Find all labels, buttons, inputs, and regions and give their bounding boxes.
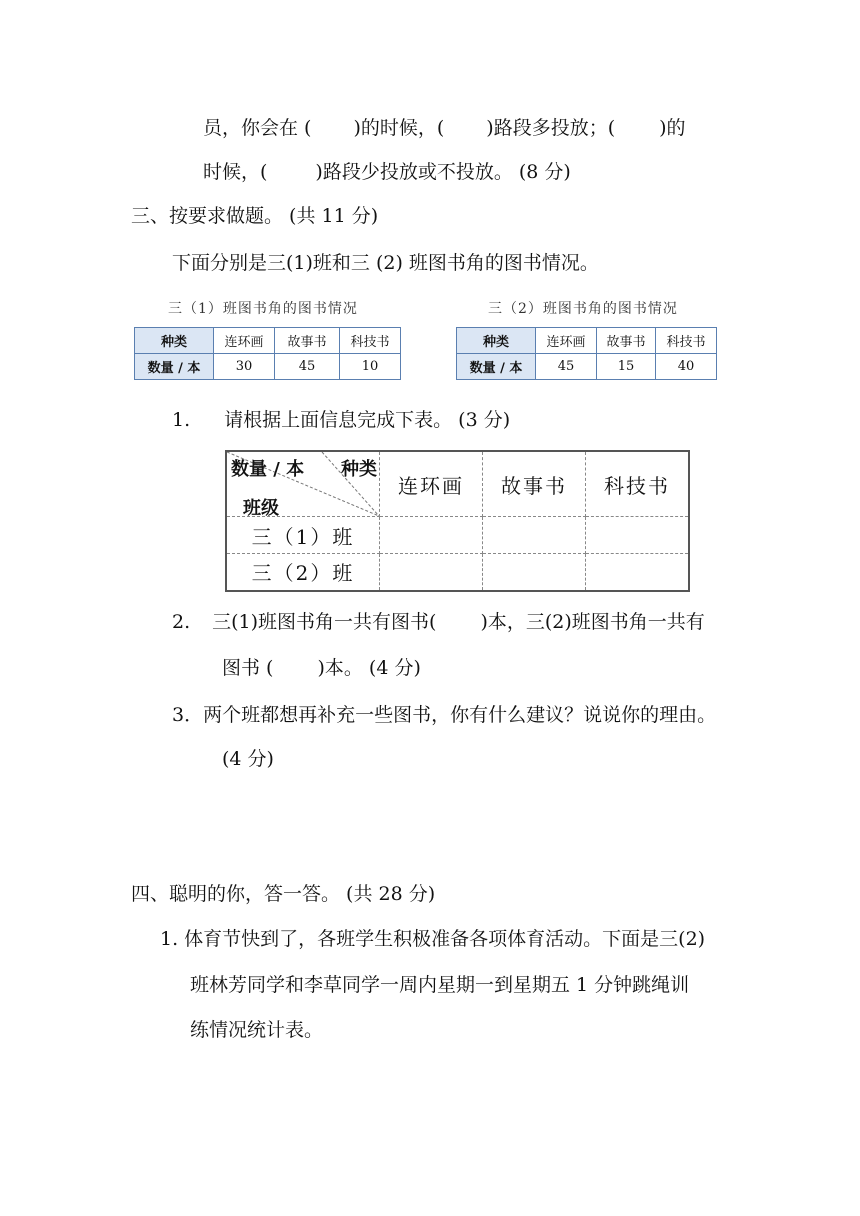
section-4-heading: 四、聪明的你，答一答。 (共 28 分) bbox=[131, 883, 436, 905]
row-label-class-1: 三（1）班 bbox=[226, 517, 380, 554]
table-cell: 40 bbox=[656, 354, 717, 380]
section-3-intro: 下面分别是三(1)班和三 (2) 班图书角的图书情况。 bbox=[172, 252, 599, 274]
table-header-cell: 连环画 bbox=[536, 328, 597, 354]
question-3-3: 3．两个班都想再补充一些图书，你有什么建议？说说你的理由。 bbox=[172, 704, 717, 726]
table-cell: 15 bbox=[597, 354, 656, 380]
section-3-heading: 三、按要求做题。 (共 11 分) bbox=[131, 205, 379, 227]
class-1-book-table bbox=[134, 298, 401, 380]
class-2-book-table bbox=[456, 298, 717, 380]
column-header-stories: 故事书 bbox=[483, 451, 586, 517]
table-header-cell: 种类 bbox=[457, 328, 536, 354]
column-header-comics: 连环画 bbox=[380, 451, 483, 517]
table-cell: 45 bbox=[536, 354, 597, 380]
class-2-table-title: 三（2）班图书角的图书情况 bbox=[488, 301, 678, 317]
answer-cell[interactable] bbox=[380, 517, 483, 554]
answer-cell[interactable] bbox=[483, 517, 586, 554]
question-3-3-score: (4 分) bbox=[222, 748, 274, 770]
table-corner-cell bbox=[226, 451, 380, 517]
corner-label-class: 班级 bbox=[243, 498, 279, 519]
answer-cell[interactable] bbox=[483, 554, 586, 591]
question-continuation-line-2: 时候，( )路段少投放或不投放。 (8 分) bbox=[203, 161, 571, 183]
question-3-2-line-2: 图书 ( )本。 (4 分) bbox=[222, 657, 421, 679]
table-cell: 45 bbox=[275, 354, 340, 380]
answer-table bbox=[225, 450, 690, 592]
answer-cell[interactable] bbox=[380, 554, 483, 591]
answer-cell[interactable] bbox=[586, 517, 690, 554]
row-label-class-2: 三（2）班 bbox=[226, 554, 380, 591]
table-row-label: 数量 / 本 bbox=[135, 354, 214, 380]
table-cell: 30 bbox=[214, 354, 275, 380]
table-header-cell: 故事书 bbox=[275, 328, 340, 354]
table-header-cell: 科技书 bbox=[656, 328, 717, 354]
corner-label-quantity: 数量 / 本 bbox=[231, 459, 305, 480]
table-header-cell: 连环画 bbox=[214, 328, 275, 354]
question-4-1-line-2: 班林芳同学和李草同学一周内星期一到星期五 1 分钟跳绳训 bbox=[190, 974, 690, 996]
table-cell: 10 bbox=[340, 354, 401, 380]
question-continuation-line-1: 员，你会在 ( )的时候，( )路段多投放；( )的 bbox=[203, 117, 686, 139]
question-3-2-line-1: 2. 三(1)班图书角一共有图书( )本，三(2)班图书角一共有 bbox=[172, 611, 705, 633]
class-1-table-title: 三（1）班图书角的图书情况 bbox=[168, 301, 358, 317]
table-header-cell: 科技书 bbox=[340, 328, 401, 354]
question-3-1: 1. 请根据上面信息完成下表。 (3 分) bbox=[172, 409, 511, 431]
column-header-science: 科技书 bbox=[586, 451, 690, 517]
table-row-label: 数量 / 本 bbox=[457, 354, 536, 380]
question-4-1-line-3: 练情况统计表。 bbox=[190, 1019, 324, 1041]
answer-cell[interactable] bbox=[586, 554, 690, 591]
question-4-1-line-1: 1. 体育节快到了，各班学生积极准备各项体育活动。下面是三(2) bbox=[160, 928, 706, 950]
corner-label-kind: 种类 bbox=[341, 459, 377, 480]
table-header-cell: 种类 bbox=[135, 328, 214, 354]
table-header-cell: 故事书 bbox=[597, 328, 656, 354]
